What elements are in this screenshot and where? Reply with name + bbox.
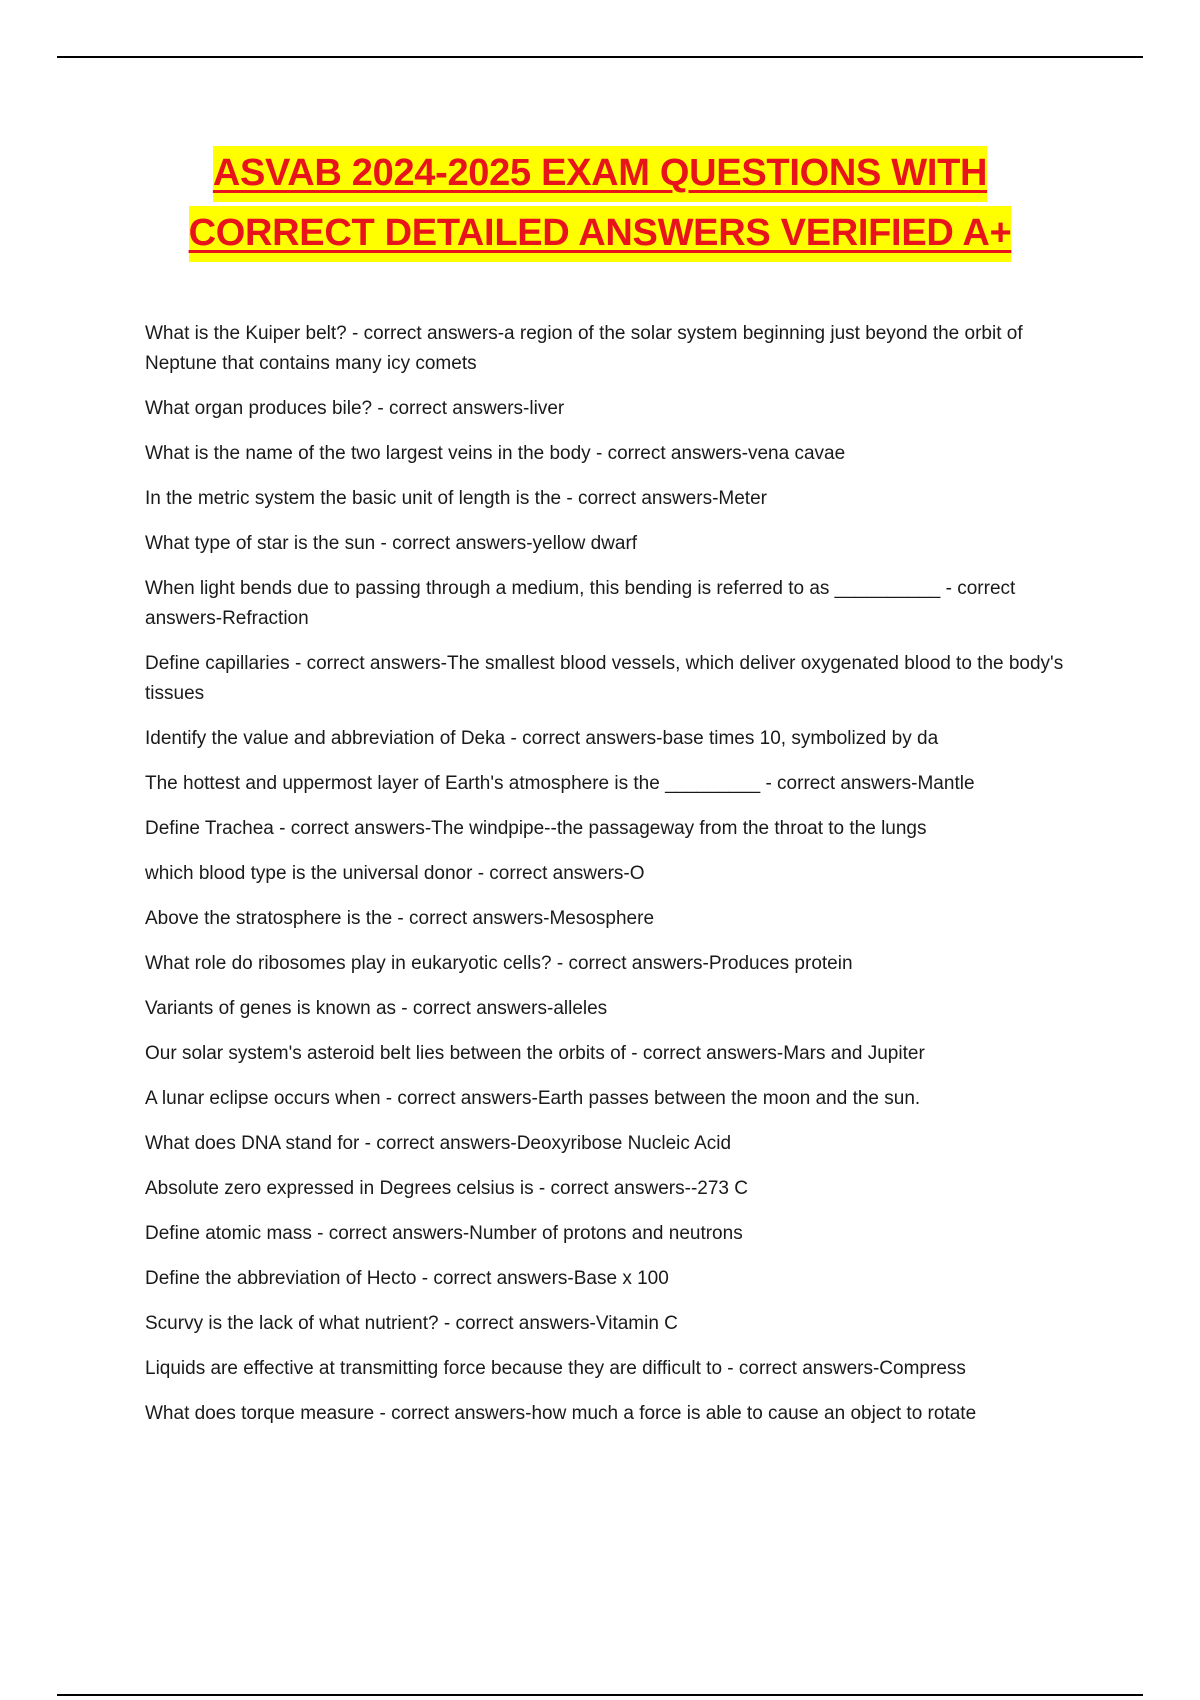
qa-item: Define the abbreviation of Hecto - correct answers-Base x 100 [145, 1268, 669, 1289]
header-rule [57, 56, 1143, 58]
qa-item: Define atomic mass - correct answers-Number of protons and neutrons [145, 1223, 743, 1244]
qa-item: What role do ribosomes play in eukaryotic cells? - correct answers-Produces protein [145, 953, 853, 974]
qa-item: What does DNA stand for - correct answers-Deoxyribose Nucleic Acid [145, 1133, 732, 1154]
title-line-2: CORRECT DETAILED ANSWERS VERIFIED A+ [189, 206, 1012, 262]
qa-item: What is the name of the two largest veins in the body - correct answers-vena cavae [145, 443, 846, 464]
qa-item: Scurvy is the lack of what nutrient? - correct answers-Vitamin C [145, 1313, 678, 1334]
qa-item: A lunar eclipse occurs when - correct answers-Earth passes between the moon and the sun. [145, 1088, 921, 1109]
qa-item: What organ produces bile? - correct answers-liver [145, 398, 565, 419]
qa-item: In the metric system the basic unit of length is the - correct answers-Meter [145, 488, 767, 509]
qa-list [145, 319, 1075, 1444]
qa-item: Absolute zero expressed in Degrees celsius is - correct answers--273 C [145, 1178, 748, 1199]
qa-item: Above the stratosphere is the - correct answers-Mesosphere [145, 908, 655, 929]
qa-item: Define capillaries - correct answers-The smallest blood vessels, which deliver oxygenated blood to the body's tissues [145, 653, 1064, 704]
qa-item: The hottest and uppermost layer of Earth's atmosphere is the _________ - correct answers-Mantle [145, 773, 975, 794]
qa-item: What is the Kuiper belt? - correct answers-a region of the solar system beginning just beyond the orbit of Neptune that contains many icy comets [145, 323, 1023, 374]
qa-item: Variants of genes is known as - correct answers-alleles [145, 998, 608, 1019]
qa-item: Define Trachea - correct answers-The windpipe--the passageway from the throat to the lungs [145, 818, 927, 839]
qa-item: Identify the value and abbreviation of Deka - correct answers-base times 10, symbolized by da [145, 728, 939, 749]
qa-item: Liquids are effective at transmitting force because they are difficult to - correct answers-Compress [145, 1358, 966, 1379]
qa-item: What does torque measure - correct answers-how much a force is able to cause an object to rotate [145, 1403, 977, 1424]
qa-item: which blood type is the universal donor - correct answers-O [145, 863, 645, 884]
document-title [0, 146, 1200, 266]
footer-rule [57, 1694, 1143, 1696]
title-line-1: ASVAB 2024-2025 EXAM QUESTIONS WITH [213, 146, 987, 202]
qa-item: What type of star is the sun - correct answers-yellow dwarf [145, 533, 638, 554]
qa-item: Our solar system's asteroid belt lies between the orbits of - correct answers-Mars and Jupiter [145, 1043, 925, 1064]
qa-item: When light bends due to passing through a medium, this bending is referred to as __________ - correct answers-Refraction [145, 578, 1016, 629]
